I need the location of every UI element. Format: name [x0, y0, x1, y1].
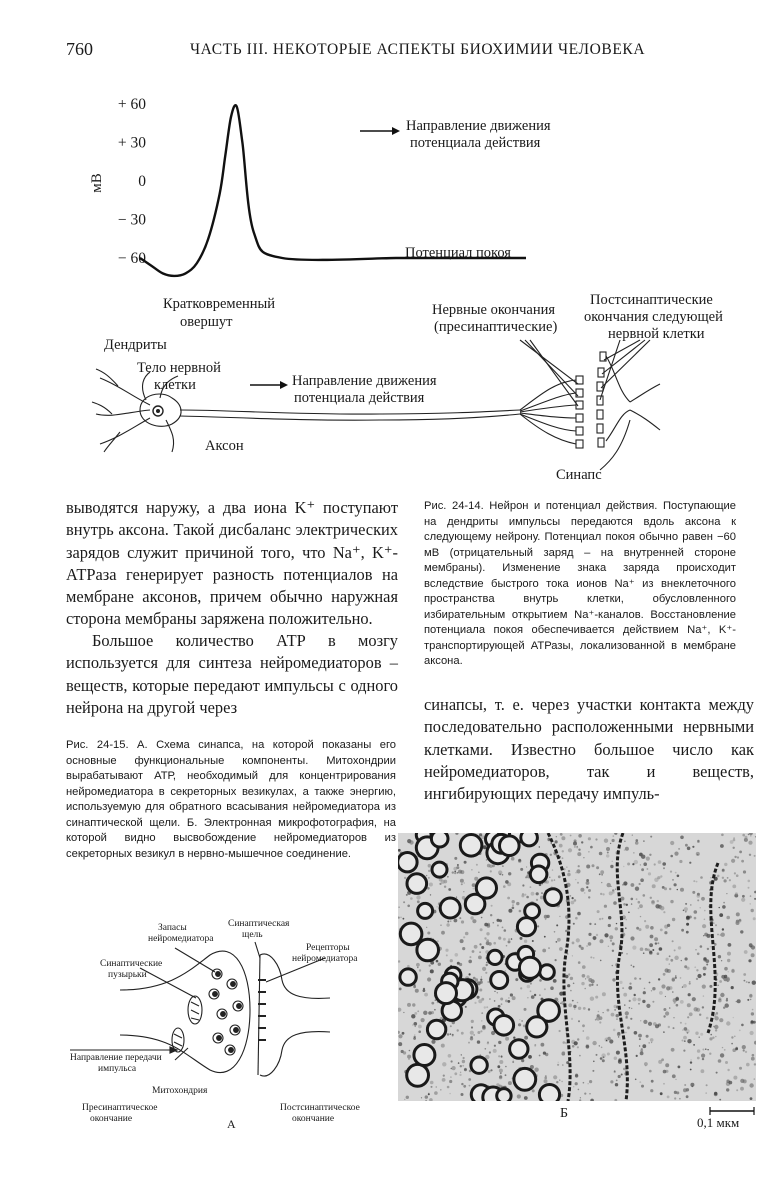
- nerve-endings-label-l2: (пресинаптические): [434, 319, 558, 335]
- overshoot-label-l1: Кратковременный: [163, 296, 276, 312]
- resting-potential-label: Потенциал покоя: [405, 245, 511, 261]
- vesicles-label-l1: Синаптические: [100, 959, 163, 969]
- panel-b-label: Б: [560, 1106, 569, 1121]
- neuron-direction-label-l2: потенциала действия: [294, 390, 425, 406]
- vesicles-label-l2: пузырьки: [108, 970, 147, 980]
- postsynaptic-ending-label-l2: окончание: [292, 1114, 335, 1124]
- y-tick-label: + 30: [117, 134, 146, 152]
- panel-a-label: А: [227, 1117, 236, 1130]
- ap-direction-label-l2: потенциала действия: [410, 135, 541, 151]
- stores-label-l1: Запасы: [158, 923, 187, 933]
- figure-24-14: [0, 0, 782, 500]
- neuron-direction-label-l1: Направление движения: [292, 373, 437, 389]
- y-tick-label: − 30: [117, 211, 146, 229]
- figure-24-14-caption: Рис. 24-14. Нейрон и потенциал действия. Поступающие на дендриты импульсы передаются вдоль аксона к следующему нейрону. Потенциал покоя обычно равен −60 мВ (отрицательный заряд – на внутренней стороне мембраны). Изменение знака заряда происходит вследствие быстрого тока ионов Na⁺ из внеклеточного пространства внутрь клетки, обусловленного избирательным открытием Na⁺-каналов. Восстановление потенциала покоя обеспечивается действием Na⁺, K⁺-транспортирующей АТРазы, локализованной в мембране аксона.: [424, 500, 736, 667]
- postsynaptic-label-l1: Постсинаптические: [590, 292, 713, 308]
- y-tick-label: + 60: [117, 96, 146, 113]
- receptors-label-l2: нейромедиатора: [292, 954, 358, 964]
- synapse-label: Синапс: [556, 467, 602, 483]
- electron-micrograph: [398, 833, 756, 1101]
- y-tick-label: − 60: [117, 250, 146, 267]
- body-paragraph-1: выводятся наружу, а два иона K⁺ поступают внутрь аксона. Такой дисбаланс электрических зарядов служит причиной того, что Na⁺, K⁺-АТРаза генерирует разность потенциалов на мембране аксонов, причем обычно наружная сторона мембраны заряжена положительно.: [66, 498, 398, 629]
- ap-direction-label-l1: Направление движения: [406, 118, 551, 134]
- y-tick-label: 0: [138, 173, 146, 190]
- transmission-direction-label-l2: импульса: [98, 1064, 137, 1074]
- postsynaptic-ending-label-l1: Постсинаптическое: [280, 1103, 360, 1113]
- mitochondrion-label: Митохондрия: [152, 1086, 208, 1096]
- postsynaptic-label-l2: окончания следующей: [584, 309, 723, 325]
- direction-arrow-neuron: [250, 381, 288, 389]
- figure-24-15-a: [60, 910, 395, 1130]
- cleft-label-l1: Синаптическая: [228, 919, 290, 929]
- cell-body-label-l1: Тело нервной: [137, 360, 221, 376]
- scale-bar-label: 0,1 мкм: [697, 1115, 740, 1130]
- figure-24-15-caption: Рис. 24-15. А. Схема синапса, на которой показаны его основные функциональные компоненты. Митохондрии вырабатывают АТР, необходимый для концентрирования нейромедиатора в секреторных везикулах, а также энергию, используемую для обратного всасывания нейромедиатора из синаптической щели. Б. Электронная микрофотография, на которой видно высвобождение нейромедиаторов из секреторных везикул в нервно-мышечное соединение.: [66, 739, 396, 860]
- transmission-direction-label-l1: Направление передачи: [70, 1053, 162, 1063]
- receptors-label-l1: Рецепторы: [306, 943, 350, 953]
- cell-body-label-l2: клетки: [154, 377, 196, 393]
- running-title: ЧАСТЬ III. НЕКОТОРЫЕ АСПЕКТЫ БИОХИМИИ ЧЕЛОВЕКА: [190, 41, 646, 58]
- body-paragraph-3: синапсы, т. е. через участки контакта между последовательно расположенными нервными клетками. Известно большое число как нейромедиаторов, так и веществ, ингибирующих передачу импуль-: [424, 695, 754, 804]
- y-axis-label: мВ: [89, 173, 105, 193]
- overshoot-label-l2: овершут: [180, 314, 233, 330]
- page-number: 760: [66, 39, 93, 59]
- body-paragraph-2: Большое количество АТР в мозгу используется для синтеза нейромедиаторов – веществ, которые передают импульсы с одного нейрона на другой через: [66, 631, 398, 717]
- axon-label: Аксон: [205, 438, 244, 454]
- postsynaptic-label-l3: нервной клетки: [608, 326, 705, 342]
- presynaptic-label-l1: Пресинаптическое: [82, 1103, 158, 1113]
- nerve-endings-label-l1: Нервные окончания: [432, 302, 556, 318]
- dendrites-label: Дендриты: [104, 337, 167, 353]
- stores-label-l2: нейромедиатора: [148, 934, 214, 944]
- presynaptic-label-l2: окончание: [90, 1114, 133, 1124]
- cleft-label-l2: щель: [242, 930, 263, 940]
- direction-arrow-top: [360, 127, 400, 135]
